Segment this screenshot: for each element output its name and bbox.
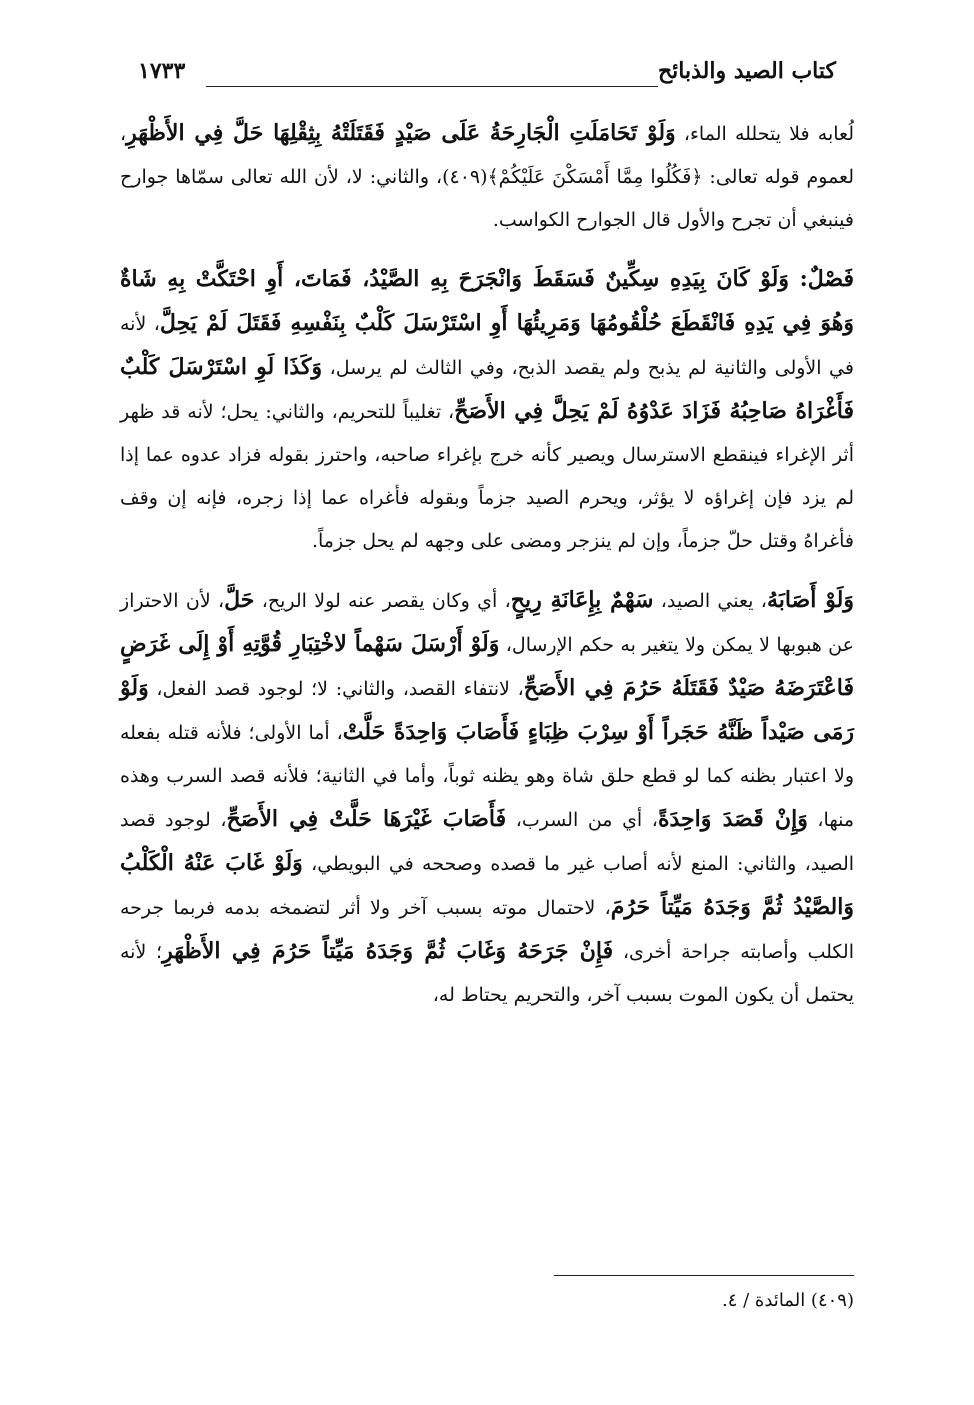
header-rule: [206, 86, 658, 87]
matn-text: حَلَّ: [224, 587, 255, 613]
commentary-text: لُعابه فلا يتحلله الماء،: [675, 123, 854, 145]
commentary-text: ، أي من السرب،: [506, 809, 658, 831]
matn-text: فَإِنْ جَرَحَهُ وَغَابَ ثُمَّ وَجَدَهُ مَيِّتاً حَرُمَ فِي الأَظْهَرِ: [162, 938, 614, 964]
matn-text: سَهْمٌ بِإِعَانَةِ رِيحٍ: [510, 587, 654, 613]
commentary-text: ، أما الأولى؛ فلأنه قتله بفعله ولا اعتبار بظنه كما لو قطع حلق شاة وهو يظنه ثوباً، وأما في الثانية؛ فلأنه قصد السرب وهذه منها،: [120, 722, 855, 831]
matn-text: وَلَوْ رَمَى صَيْداً ظَنَّهُ حَجَراً أَوْ سِرْبَ ظِبَاءٍ فَأَصَابَ وَاحِدَةً حَلَّتْ: [120, 675, 854, 745]
paragraph: [120, 112, 854, 242]
commentary-text: ؛ لأنه يحتمل أن يكون الموت بسبب آخر، والتحريم يحتاط له،: [120, 941, 854, 1006]
matn-text: فَصْلٌ: وَلَوْ كَانَ بِيَدِهِ سِكِّينٌ فَسَقَطَ وَانْجَرَحَ بِهِ الصَّيْدُ، فَمَاتَ، أَوِ احْتَكَّتْ بِهِ شَاةٌ وَهُوَ فِي يَدِهِ فَانْقَطَعَ حُلْقُومُهَا وَمَرِيئُهَا أَوِ اسْتَرْسَلَ كَلْبٌ بِنَفْسِهِ فَقَتَلَ لَمْ يَحِلَّ: [120, 266, 854, 336]
paragraph: [120, 579, 854, 1017]
paragraph: [120, 258, 854, 563]
commentary-text: ، لوجود قصد الصيد، والثاني: المنع لأنه أصاب غير ما قصده وصححه في البويطي،: [120, 809, 855, 875]
commentary-text: ، يعني الصيد،: [653, 590, 767, 612]
matn-text: فَأَصَابَ غَيْرَهَا حَلَّتْ فِي الأَصَحِّ: [226, 806, 507, 832]
commentary-text: ، لأن الاحتراز عن هبوبها لا يمكن ولا يتغير به حكم الإرسال،: [120, 590, 854, 656]
commentary-text: ، أي وكان يقصر عنه لولا الريح،: [254, 590, 511, 612]
commentary-text: ، تغليباً للتحريم، والثاني: يحل؛ لأنه قد ظهر أثر الإغراء فينقطع الاسترسال ويصير كأنه خرج بإغراء صاحبه، واحترز بقوله فزاد عدوه عما إذا لم يزد فإن إغراؤه لا يؤثر، ويحرم الصيد جزماً وبقوله فأغراه عما إذا زجره، فإنه إن وقف فأغراهُ وقتل حلّ جزماً، وإن لم ينزجر ومضى على وجهه لم يحل جزماً.: [120, 401, 854, 552]
commentary-text: ، لأنه في الأولى والثانية لم يذبح ولم يقصد الذبح، وفي الثالث لم يرسل،: [120, 313, 854, 379]
commentary-text: ، لاحتمال موته بسبب آخر ولا أثر لتضمخه بدمه فربما جرحه الكلب وأصابته جراحة أخرى،: [120, 897, 854, 963]
page-number: ١٧٣٣: [138, 58, 186, 84]
matn-text: وَلَوْ تَحَامَلَتِ الْجَارِحَةُ عَلَى صَيْدٍ فَقَتَلَتْهُ بِثِقْلِهَا حَلَّ فِي الأَظْهَرِ: [126, 120, 676, 146]
commentary-text: ، لانتفاء القصد، والثاني: لا؛ لوجود قصد الفعل،: [148, 678, 524, 700]
running-title: كتاب الصيد والذبائح: [657, 58, 836, 84]
footnote: (٤٠٩) المائدة / ٤.: [722, 1290, 854, 1311]
matn-text: وَلَوْ أَصَابَهُ: [766, 587, 854, 613]
matn-text: وَلَوْ غَابَ عَنْهُ الْكَلْبُ وَالصَّيْدُ ثُمَّ وَجَدَهُ مَيِّتاً حَرُمَ: [120, 850, 855, 920]
quran-verse: ﴿فَكُلُوا مِمَّا أَمْسَكْنَ عَلَيْكُمْ﴾(٤٠٩): [442, 166, 703, 188]
commentary-text: ، لعموم قوله تعالى:: [120, 123, 855, 188]
commentary-text: ، والثاني: لا، لأن الله تعالى سمّاها جوارح فينبغي أن تجرح والأول قال الجوارح الكواسب.: [120, 166, 854, 231]
matn-text: وَإِنْ قَصَدَ وَاحِدَةً: [657, 806, 808, 832]
matn-text: وَكَذَا لَوِ اسْتَرْسَلَ كَلْبٌ فَأَغْرَاهُ صَاحِبُهُ فَزَادَ عَدْوُهُ لَمْ يَحِلَّ فِي الأَصَحِّ: [120, 354, 854, 424]
body-text: [120, 112, 854, 1033]
matn-text: وَلَوْ أَرْسَلَ سَهْماً لاخْتِبَارِ قُوَّتِهِ أَوْ إِلَى غَرَضٍ فَاعْتَرَضَهُ صَيْدٌ فَقَتَلَهُ حَرُمَ فِي الأَصَحِّ: [120, 631, 855, 701]
page-header: [138, 58, 836, 92]
footnote-rule: [554, 1275, 854, 1276]
